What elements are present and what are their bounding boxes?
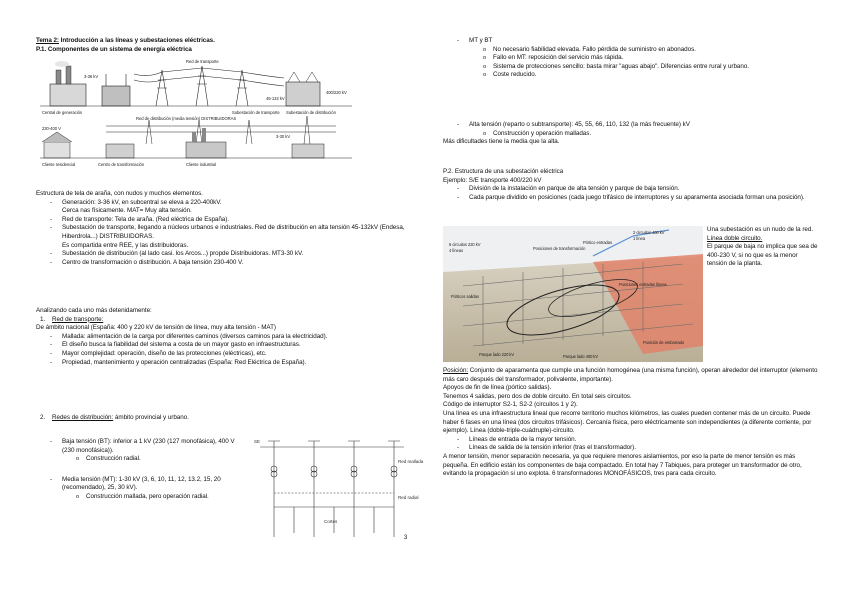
fig2-label-corte: Cortes — [324, 519, 338, 524]
analysis-section — [36, 307, 432, 367]
photo-label-embarrado: Posición de embarrado — [643, 340, 685, 345]
side-note-2: Línea doble circuito. — [707, 234, 763, 242]
p2-section — [443, 168, 819, 202]
side-notes — [707, 226, 819, 269]
page-number: 3 — [404, 535, 408, 541]
list-item: - Mallada: alimentación de la carga por diferentes caminos (diversos caminos para la electricidad). — [36, 333, 432, 342]
fig1-label-industrial: Cliente industrial — [186, 162, 217, 167]
structure-heading: Estructura de tela de araña, con nudos y muchos elementos. — [36, 190, 203, 197]
list-item: - El diseño busca la fiabilidad del sistema a costa de un mayor gasto en infraestructuras. — [36, 341, 432, 350]
fig2-label-se: SE — [254, 439, 261, 444]
list-item: - Centro de transformación o distribución. A baja tensión 230-400 V. — [36, 259, 432, 268]
fig1-label-subtransport-voltage: 45-132 kV — [266, 96, 285, 101]
list-subitem: o Construcción y operación malladas. — [443, 130, 819, 139]
fig2-label-mallada: Red mallada — [398, 459, 424, 464]
transport-heading: 1. Red de transporte: — [40, 315, 104, 323]
fig1-label-gen-voltage: 3-36 kV — [84, 74, 99, 79]
fig1-label-mt-voltage: 3-30 kV — [276, 134, 291, 139]
at-note: Más dificultades tiene la media que la alta. — [443, 138, 560, 146]
fig1-label-residential: Cliente residencial — [42, 162, 76, 167]
analysis-heading: Analizando cada uno más detenidamente: — [36, 307, 152, 314]
photo-label-220kv: 6 circuitos 220 kV — [449, 242, 481, 247]
posicion-definition: Posición: Conjunto de aparamenta que cumple una función homogénea (una misma función), operan alrededor del interruptor (elemento más caro después del transformador, polivalente, importante). — [443, 367, 818, 383]
p2-heading: P.2. Estructura de una subestación eléctrica — [443, 168, 564, 175]
list-item: - Propiedad, mantenimiento y operación centralizadas (España: Red Eléctrica de España). — [36, 359, 432, 368]
paragraph: Código de interruptor S2-1, S2-2 (circuitos 1 y 2). — [443, 401, 578, 409]
photo-label-transformation: Posiciones de transformación — [533, 246, 586, 251]
list-item: - Baja tensión (BT): inferior a 1 kV (230 (127 monofásica), 400 V (230 monofásica)). — [36, 438, 242, 455]
list-item: - Subestación de distribución (al lado casi. los Arcos...) propde Distribuidoras. MT3-30 kV. — [36, 250, 432, 259]
list-item: - Mayor complejidad: operación, diseño de las protecciones (eléctricas), etc. — [36, 350, 432, 359]
list-subitem: o Fallo en MT: reposición del servicio más rápida. — [443, 54, 819, 63]
mt-bt-section — [443, 37, 819, 80]
fig1-label-transport: Red de transporte — [186, 59, 219, 64]
mt-bt-heading: - MT y BT — [443, 37, 819, 46]
list-item: - Red de transporte: Tela de araña. (Red eléctrica de España). — [36, 216, 432, 225]
title-block — [36, 37, 432, 54]
photo-label-400kv: 2 circuitos 400 kV — [633, 230, 665, 235]
fig1-label-transport-voltage: 400/220 kV — [326, 90, 347, 95]
posicion-section — [443, 367, 819, 479]
photo-label-parque-400: Parque lado 400 kV — [563, 354, 599, 359]
list-item: - Líneas de salida de la tensión inferior (tras el transformador). — [443, 444, 819, 453]
side-note-3: El parque de baja no implica que sea de 400-230 V, si no que es la menor tensión de la planta. — [707, 243, 818, 268]
list-item: Es compartida entre REE, y las distribuidoras. — [62, 241, 189, 249]
paragraph: Una línea es una infraestructura lineal que recorre territorio muchos kilómetros, las cuales pueden contener más de un circuito. Puede haber 6 fases en una línea (dos circuitos trifásicos). Cercanía física, pero eléctricamente son independientes (a diferente corriente, por ejemplo). Línea (doble-triple-cuádruple)-circuito. — [443, 409, 812, 435]
list-item: - Media tensión (MT): 1-30 kV (3, 6, 10, 11, 12, 13.2, 15, 20 (recomendado), 25, 30 kV). — [36, 476, 242, 493]
list-item: - Líneas de entrada de la mayor tensión. — [443, 436, 819, 445]
list-item: - Generación: 3-36 kV, en subcentral se eleva a 220-400kV. — [36, 199, 432, 208]
final-paragraph: A menor tensión, menor separación necesaria, ya que requiere menores aislamientos, por eso la parte de menor tensión es más pequeña. En edificio están los componentes de baja compactado. En total hay 7 Tabiques, para proteger un transformador de otro, evitando la propagación si uno explota. 6 transformadores MONOFÁSICOS, tres para cada circuito. — [443, 452, 802, 478]
list-subitem: o Construcción mallada, pero operación radial. — [36, 493, 242, 502]
distribution-network-figure — [254, 437, 432, 543]
structure-section — [36, 190, 432, 267]
photo-label-entradas-lineas: Posiciones entradas líneas — [619, 282, 667, 287]
list-item: - División de la instalación en parque de alta tensión y parque de baja tensión. — [443, 185, 819, 194]
distribution-substation-2-icon — [292, 144, 324, 158]
fig1-label-generation: Central de generación — [42, 110, 83, 115]
list-subitem: o Coste reducido. — [443, 71, 819, 80]
page-title: Tema 2: Introducción a las líneas y subestaciones eléctricas. — [36, 37, 215, 44]
distribution-items — [36, 438, 242, 502]
substation-photo — [443, 226, 703, 362]
paragraph: Apoyos de fin de línea (pórtico salidas). — [443, 384, 552, 392]
distribution-heading-block — [36, 414, 432, 423]
list-item: - Alta tensión (reparto o subtransporte): 45, 55, 66, 110, 132 (la más frecuente) kV — [443, 121, 819, 130]
list-item: - Subestación de transporte, llegando a núcleos urbanos e industriales. Red de distribución en alta tensión 45-132kV (Endesa, Hiberdrola...) DISTRIBUIDORAS. — [36, 224, 432, 241]
p2-example: Ejemplo: S/E transporte 400/220 kV — [443, 176, 542, 184]
at-section — [443, 121, 819, 147]
fig1-label-distribution-substation: Subestación de distribución — [286, 110, 336, 115]
list-subitem: o No necesario fiabilidad elevada. Fallo pérdida de suministro en abonados. — [443, 46, 819, 55]
fig1-label-distribution: Red de distribución (media tensión) DISTRIBUIDORAS — [136, 116, 237, 121]
section-subtitle: P.1. Componentes de un sistema de energía eléctrica — [36, 45, 192, 53]
fig1-label-bt-voltage: 230-400 V — [42, 126, 61, 131]
list-subitem: o Construcción radial. — [36, 455, 242, 464]
fig1-label-transformation-center: Centro de transformación — [98, 162, 145, 167]
photo-label-porticos-salidas: Pórticos salidas — [451, 294, 479, 299]
fig2-label-radial: Red radial — [398, 495, 419, 500]
photo-label-1-line: 1 línea — [633, 236, 645, 241]
paragraph: Tenemos 4 salidas, pero dos de doble circuito. En total seis circuitos. — [443, 392, 632, 400]
photo-label-4-lines: 4 líneas — [449, 248, 463, 253]
fig1-label-transport-substation: Subestación de transporte — [232, 110, 280, 115]
side-note-1: Una subestación es un nudo de la red. — [707, 226, 813, 233]
distribution-center-icon — [106, 144, 134, 158]
list-subitem: o Sistema de protecciones sencillo: basta mirar "aguas abajo". Diferencias entre rural y urbano. — [443, 63, 819, 72]
distribution-heading: 2. Redes de distribución: ámbito provincial y urbano. — [40, 414, 189, 421]
photo-label-portico-entradas: Pórtico entradas — [583, 240, 613, 245]
photo-label-parque-220: Parque lado 220 kV — [479, 352, 515, 357]
power-system-figure — [36, 56, 356, 182]
transport-scope: De ámbito nacional (España: 400 y 220 kV de tensión de línea, muy alta tensión - MAT) — [36, 324, 276, 332]
list-item: - Cada parque dividido en posiciones (cada juego trifásico de interruptores y su aparamenta asociada forman una posición). — [443, 194, 819, 203]
list-item: Cerca nas físicamente. MAT= Muy alta tensión. — [62, 207, 192, 215]
